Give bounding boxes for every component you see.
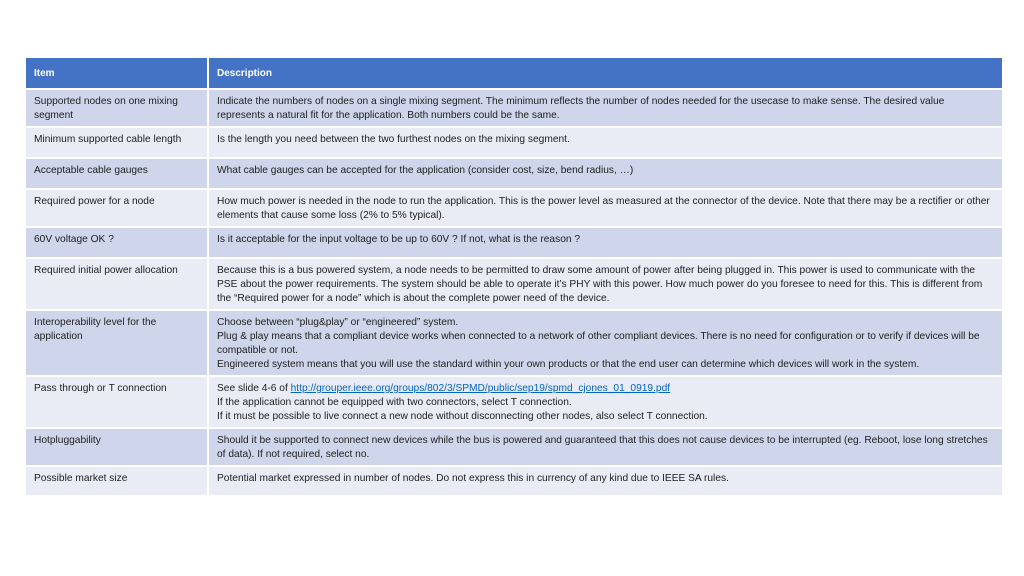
description-cell	[207, 429, 1002, 467]
table-row	[26, 429, 1002, 467]
description-line: If the application cannot be equipped with two connectors, select T connection.	[217, 397, 572, 408]
item-cell: 60V voltage OK ?	[26, 228, 207, 259]
header-description: Description	[207, 58, 1002, 90]
description-cell	[207, 159, 1002, 190]
table-row	[26, 159, 1002, 190]
table-row	[26, 128, 1002, 159]
description-line	[217, 382, 994, 396]
description-line: How much power is needed in the node to run the application. This is the power level as measured at the connector of the device. Note that there may be a rectifier or other elements that cause some loss (2% to 5% typical).	[217, 196, 990, 221]
table-row	[26, 311, 1002, 377]
description-cell	[207, 190, 1002, 228]
description-cell	[207, 228, 1002, 259]
requirements-table	[26, 58, 1002, 497]
item-cell: Hotpluggability	[26, 429, 207, 467]
description-line: Should it be supported to connect new devices while the bus is powered and guaranteed that this does not cause devices to be interrupted (eg. Reboot, lose long stretches of data). If not required, select no.	[217, 435, 988, 460]
description-line: What cable gauges can be accepted for the application (consider cost, size, bend radius, …)	[217, 165, 634, 176]
description-cell	[207, 377, 1002, 429]
table-row	[26, 467, 1002, 497]
header-item: Item	[26, 58, 207, 90]
item-cell: Pass through or T connection	[26, 377, 207, 429]
slide-reference-text: See slide 4-6 of	[217, 383, 291, 394]
table-row	[26, 259, 1002, 311]
description-line: Is the length you need between the two furthest nodes on the mixing segment.	[217, 134, 570, 145]
description-line: Plug & play means that a compliant device works when connected to a network of other compliant devices. There is no need for configuration or to verify if devices will be compatible or not.	[217, 331, 980, 356]
item-cell: Possible market size	[26, 467, 207, 497]
description-cell	[207, 311, 1002, 377]
table-row	[26, 228, 1002, 259]
item-cell: Interoperability level for the application	[26, 311, 207, 377]
table-row	[26, 190, 1002, 228]
table-header-row	[26, 58, 1002, 90]
description-cell	[207, 128, 1002, 159]
item-cell: Supported nodes on one mixing segment	[26, 90, 207, 128]
reference-link[interactable]: http://grouper.ieee.org/groups/802/3/SPMD/public/sep19/spmd_cjones_01_0919.pdf	[290, 383, 671, 394]
table-row	[26, 377, 1002, 429]
table-row	[26, 90, 1002, 128]
description-line: Engineered system means that you will use the standard within your own products or that the end user can determine which devices will work in the system.	[217, 359, 920, 370]
item-cell: Acceptable cable gauges	[26, 159, 207, 190]
description-cell	[207, 90, 1002, 128]
description-line: Is it acceptable for the input voltage to be up to 60V ? If not, what is the reason ?	[217, 234, 581, 245]
description-line: If it must be possible to live connect a new node without disconnecting other nodes, also select T connection.	[217, 411, 708, 422]
item-cell: Minimum supported cable length	[26, 128, 207, 159]
description-line: Because this is a bus powered system, a node needs to be permitted to draw some amount of power after being plugged in. This power is used to communicate with the PSE about the power requirements. The system should be able to operate it’s PHY with this power. How much power do you foresee to need for this. This is different from the “Required power for a node” which is about the complete power need of the device.	[217, 265, 983, 304]
description-cell	[207, 467, 1002, 497]
description-line: Choose between “plug&play” or “engineered” system.	[217, 317, 459, 328]
description-line: Potential market expressed in number of nodes. Do not express this in currency of any kind due to IEEE SA rules.	[217, 473, 729, 484]
description-line: Indicate the numbers of nodes on a single mixing segment. The minimum reflects the number of nodes needed for the usecase to make sense. The desired value represents a natural fit for the application. Both numbers could be the same.	[217, 96, 945, 121]
item-cell: Required power for a node	[26, 190, 207, 228]
description-cell	[207, 259, 1002, 311]
item-cell: Required initial power allocation	[26, 259, 207, 311]
